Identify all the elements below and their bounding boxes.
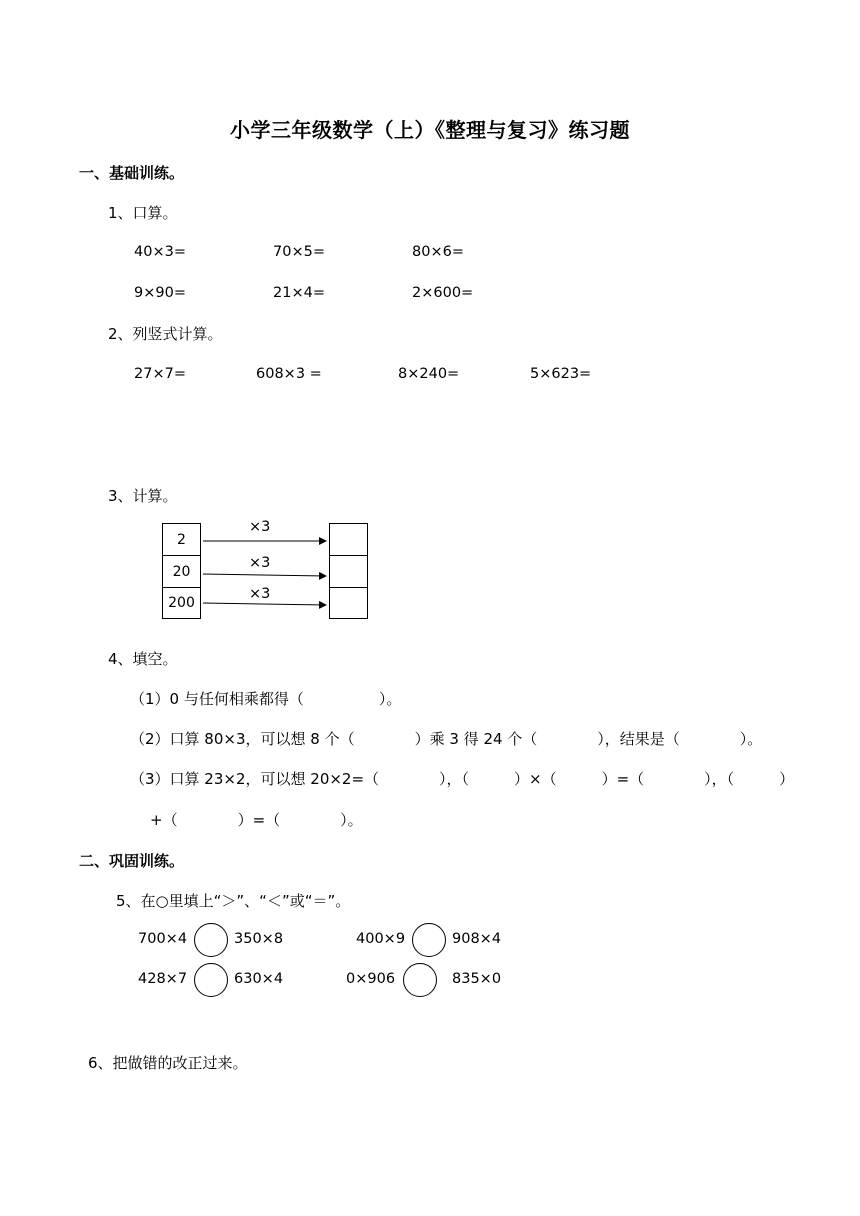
operator-label: ×3 — [249, 555, 271, 571]
compare-right: 835×0 — [452, 971, 502, 987]
input-box: 200 — [162, 587, 201, 619]
mental-math-item: 80×6= — [412, 244, 464, 260]
mental-math-item: 40×3= — [134, 244, 186, 260]
vertical-calc-item: 8×240= — [398, 366, 460, 382]
input-box: 20 — [162, 555, 201, 588]
question-4-label: 4、填空。 — [108, 650, 178, 668]
operator-label: ×3 — [249, 586, 271, 602]
mental-math-item: 9×90= — [134, 285, 186, 301]
vertical-calc-item: 5×623= — [530, 366, 592, 382]
question-1-label: 1、口算。 — [108, 204, 178, 222]
mental-math-item: 21×4= — [273, 285, 325, 301]
question-2-label: 2、列竖式计算。 — [108, 325, 223, 343]
fill-blank-line: （2）口算 80×3，可以想 8 个（ ）乘 3 得 24 个（ ），结果是（ ）。 — [130, 730, 763, 748]
mental-math-item: 2×600= — [412, 285, 474, 301]
compare-circle[interactable] — [412, 923, 446, 957]
compare-left: 428×7 — [138, 971, 188, 987]
input-box: 2 — [162, 523, 201, 556]
vertical-calc-item: 27×7= — [134, 366, 186, 382]
compare-circle[interactable] — [194, 923, 228, 957]
question-3-label: 3、计算。 — [108, 487, 178, 505]
compare-right: 630×4 — [234, 971, 284, 987]
fill-blank-line: +（ ）=（ ）。 — [150, 811, 363, 829]
question-6-label: 6、把做错的改正过来。 — [88, 1054, 248, 1072]
compare-circle[interactable] — [403, 963, 437, 997]
vertical-calc-item: 608×3 = — [256, 366, 322, 382]
answer-box[interactable] — [329, 523, 368, 556]
arrow-icon — [203, 574, 326, 576]
question-5-label: 5、在○里填上“＞”、“＜”或“＝”。 — [116, 892, 351, 910]
compare-left: 0×906 — [346, 971, 396, 987]
arrows — [200, 530, 330, 610]
section-heading-basic: 一、基础训练。 — [79, 164, 185, 182]
answer-box[interactable] — [329, 587, 368, 619]
fill-blank-line: （3）口算 23×2，可以想 20×2=（ ），（ ）×（ ）=（ ），（ ） — [130, 770, 795, 788]
compare-right: 908×4 — [452, 931, 502, 947]
answer-box[interactable] — [329, 555, 368, 588]
mental-math-item: 70×5= — [273, 244, 325, 260]
compare-right: 350×8 — [234, 931, 284, 947]
section-heading-consolidation: 二、巩固训练。 — [79, 852, 185, 870]
page-title: 小学三年级数学（上）《整理与复习》练习题 — [230, 118, 630, 142]
operator-label: ×3 — [249, 519, 271, 535]
arrow-icon — [203, 603, 326, 605]
compare-left: 400×9 — [356, 931, 406, 947]
compare-circle[interactable] — [194, 963, 228, 997]
fill-blank-line: （1）0 与任何相乘都得（ ）。 — [130, 690, 402, 708]
compare-left: 700×4 — [138, 931, 188, 947]
